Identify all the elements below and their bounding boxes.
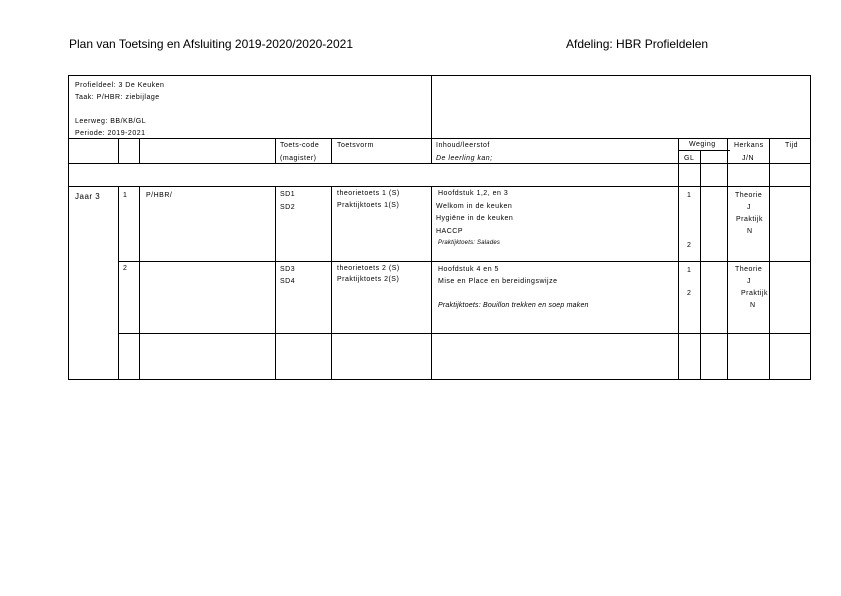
row-herkans: N	[747, 228, 753, 235]
row-weging: 2	[687, 290, 692, 297]
row-code: SD4	[280, 278, 296, 285]
row-weging: 2	[687, 242, 692, 249]
col-divider	[431, 138, 432, 163]
row-code: SD1	[280, 191, 296, 198]
row-herkans: Theorie	[735, 192, 763, 199]
assessment-table	[68, 75, 811, 380]
header-weging-gl: GL	[684, 155, 695, 162]
info-profieldeel: Profieldeel: 3 De Keuken	[75, 82, 165, 89]
row-herkans: Theorie	[735, 266, 763, 273]
header-inhoud-sub: De leerling kan;	[436, 155, 493, 162]
header-tijd: Tijd	[785, 142, 799, 149]
row-divider	[118, 333, 810, 334]
row-divider	[69, 186, 810, 187]
header-toetsvorm: Toetsvorm	[337, 142, 374, 149]
row-weging: 1	[687, 267, 692, 274]
header-weging: Weging	[689, 141, 716, 148]
col-divider	[118, 138, 119, 163]
row-code: SD2	[280, 204, 296, 211]
row-inhoud: Mise en Place en bereidingswijze	[438, 278, 558, 285]
col-divider	[139, 138, 140, 163]
row-inhoud: Hygiëne in de keuken	[436, 215, 514, 222]
row-inhoud-praktijk: Praktijktoets: Salades	[438, 240, 501, 246]
row-inhoud: Hoofdstuk 1,2, en 3	[438, 190, 509, 197]
row-toetsvorm: Praktijktoets 1(S)	[337, 202, 400, 209]
col-divider	[727, 138, 728, 379]
row-divider	[69, 163, 810, 164]
col-divider	[275, 138, 276, 163]
department-title: Afdeling: HBR Profieldelen	[566, 37, 709, 51]
row-herkans: Praktijk	[736, 216, 763, 223]
year-label: Jaar 3	[75, 192, 101, 201]
col-divider	[118, 186, 119, 379]
info-taak: Taak: P/HBR: ziebijlage	[75, 94, 160, 101]
row-taak: P/HBR/	[146, 192, 173, 199]
col-divider	[331, 138, 332, 163]
col-divider	[331, 186, 332, 379]
info-divider	[431, 76, 432, 138]
row-herkans: N	[750, 302, 756, 309]
header-toetscode: Toets-code	[280, 142, 320, 149]
row-herkans: J	[747, 204, 751, 211]
col-divider	[431, 186, 432, 379]
row-toetsvorm: theorietoets 1 (S)	[337, 190, 400, 197]
col-divider	[275, 186, 276, 379]
row-inhoud: Hoofdstuk 4 en 5	[438, 266, 499, 273]
row-number: 1	[123, 192, 128, 199]
row-inhoud: HACCP	[436, 228, 464, 235]
header-herkans-sub: J/N	[742, 155, 754, 162]
col-divider	[139, 186, 140, 379]
header-toetscode-sub: (magister)	[280, 155, 317, 162]
row-inhoud: Welkom in de keuken	[436, 203, 513, 210]
row-herkans: J	[747, 278, 751, 285]
col-divider	[769, 138, 770, 379]
weging-subdivider	[678, 150, 730, 151]
col-divider	[678, 138, 679, 379]
row-toetsvorm: Praktijktoets 2(S)	[337, 276, 400, 283]
row-code: SD3	[280, 266, 296, 273]
header-inhoud: Inhoud/leerstof	[436, 142, 490, 149]
col-divider	[700, 150, 701, 379]
row-divider	[69, 138, 810, 139]
info-leerweg: Leerweg: BB/KB/GL	[75, 118, 147, 125]
header-herkans: Herkans	[734, 142, 764, 149]
row-toetsvorm: theorietoets 2 (S)	[337, 265, 400, 272]
row-weging: 1	[687, 192, 692, 199]
row-herkans: Praktijk	[741, 290, 768, 297]
page-title: Plan van Toetsing en Afsluiting 2019-2020/2020-2021	[69, 37, 353, 51]
row-divider	[118, 261, 810, 262]
row-inhoud-praktijk: Praktijktoets: Bouillon trekken en soep maken	[438, 302, 589, 309]
row-number: 2	[123, 265, 128, 272]
info-periode: Periode: 2019-2021	[75, 130, 146, 137]
